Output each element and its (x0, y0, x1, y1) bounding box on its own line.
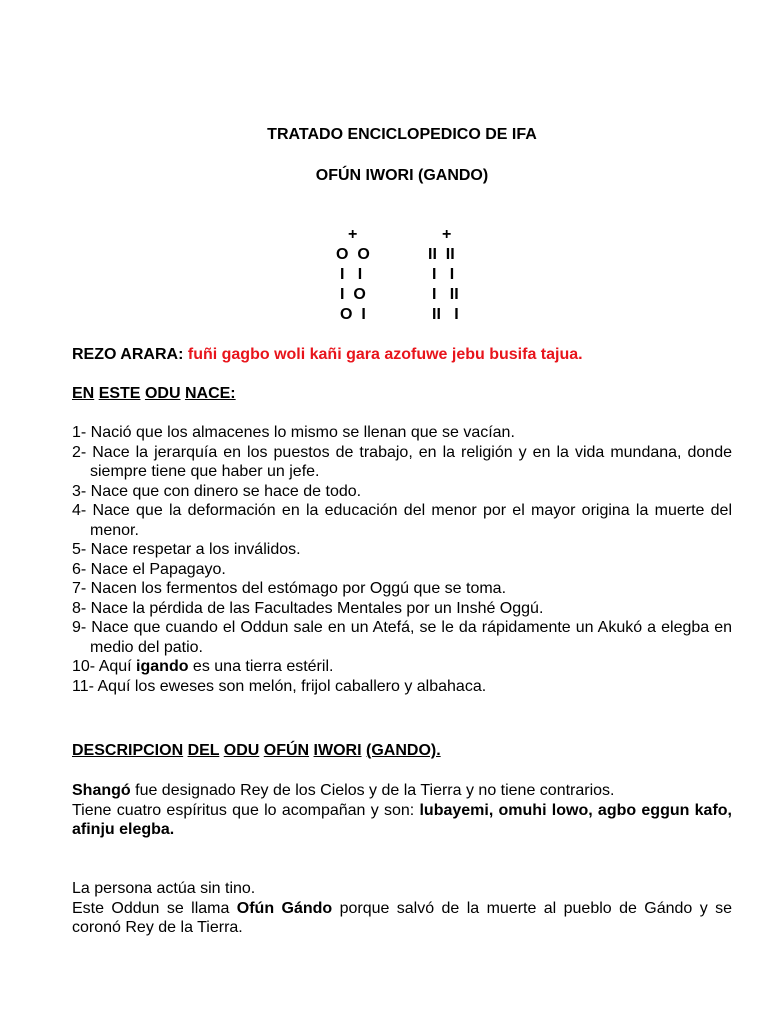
para1-text-2: Tiene cuatro espíritus que lo acompañan y son: (72, 801, 420, 819)
list-item: 7- Nacen los fermentos del estómago por Oggú que se toma. (72, 580, 507, 597)
list-item: 6- Nace el Papagayo. (72, 560, 226, 578)
sign-left-row-1: O O (336, 246, 370, 263)
nace-heading-word-2: ESTE (98, 385, 141, 402)
description-paragraph-1 (72, 781, 732, 840)
list-item: 3- Nace que con dinero se hace de todo. (72, 482, 362, 500)
para2-text-1: Este Oddun se llama (72, 899, 237, 917)
document-page (72, 0, 732, 1024)
desc-heading-word-4: OFÚN (263, 742, 310, 759)
document-title: TRATADO ENCICLOPEDICO DE IFA (267, 126, 537, 143)
list-item: 1- Nació que los almacenes lo mismo se llenan que se vacían. (72, 424, 515, 441)
list-item (72, 657, 732, 677)
list-item: 5- Nace respetar a los inválidos. (72, 541, 301, 558)
ofun-gando-name: Ofún Gándo (236, 899, 333, 917)
sign-right-row-1: II II (428, 246, 455, 263)
sign-left-row-3: I O (340, 286, 366, 303)
sign-left-row-4: O I (340, 306, 366, 323)
para1-text-1: fue designado Rey de los Cielos y de la Tierra y no tiene contrarios. (130, 782, 615, 799)
nace-list (72, 423, 732, 696)
nace-heading (72, 384, 236, 404)
sign-right-row-2: I I (432, 266, 455, 283)
desc-heading-word-5: IWORI (313, 742, 362, 759)
list-item: 9- Nace que cuando el Oddun sale en un Atefá, se le da rápidamente un Akukó a elegba en medio del patio. (72, 619, 732, 656)
desc-heading-word-3: ODU (223, 742, 260, 759)
rezo-arara (72, 345, 583, 365)
item10-post: es una tierra estéril. (188, 658, 334, 675)
list-item: 8- Nace la pérdida de las Facultades Mentales por un Inshé Oggú. (72, 599, 544, 617)
rezo-text: fuñi gagbo woli kañi gara azofuwe jebu busifa tajua. (187, 346, 583, 363)
rezo-label: REZO ARARA: (72, 346, 184, 363)
para2-line-1: La persona actúa sin tino. (72, 880, 256, 897)
para2-text-2: porque salvó de la muerte al pueblo de Gándo y se coronó Rey de la Tierra. (72, 899, 732, 936)
desc-heading-word-2: DEL (187, 742, 220, 759)
sign-left-row-2: I I (340, 266, 363, 283)
sign-right-row-4: II I (432, 306, 459, 323)
desc-heading-word-1: DESCRIPCION (72, 742, 184, 759)
list-item: 2- Nace la jerarquía en los puestos de trabajo, en la religión y en la vida mundana, donde siempre tiene que haber un jefe. (72, 443, 732, 480)
item10-bold: igando (136, 658, 189, 675)
nace-heading-word-3: ODU (144, 385, 181, 402)
sign-left-row-0: + (348, 226, 358, 243)
sign-right-row-3: I II (432, 286, 459, 303)
nace-heading-word-4: NACE: (184, 385, 236, 402)
sign-right-row-0: + (442, 226, 452, 243)
spirits-names: lubayemi, omuhi lowo, agbo eggun kafo, afinju elegba. (72, 801, 733, 838)
nace-heading-word-1: EN (72, 385, 95, 402)
list-item: 11- Aquí los eweses son melón, frijol caballero y albahaca. (72, 677, 487, 695)
description-paragraph-2 (72, 879, 732, 938)
description-heading (72, 741, 441, 761)
desc-heading-word-6: (GANDO). (366, 742, 441, 759)
list-item: 4- Nace que la deformación en la educación del menor por el mayor origina la muerte del menor. (72, 502, 732, 539)
item10-pre: 10- Aquí (72, 658, 137, 675)
document-subtitle: OFÚN IWORI (GANDO) (315, 167, 489, 184)
shango-name: Shangó (72, 782, 131, 799)
